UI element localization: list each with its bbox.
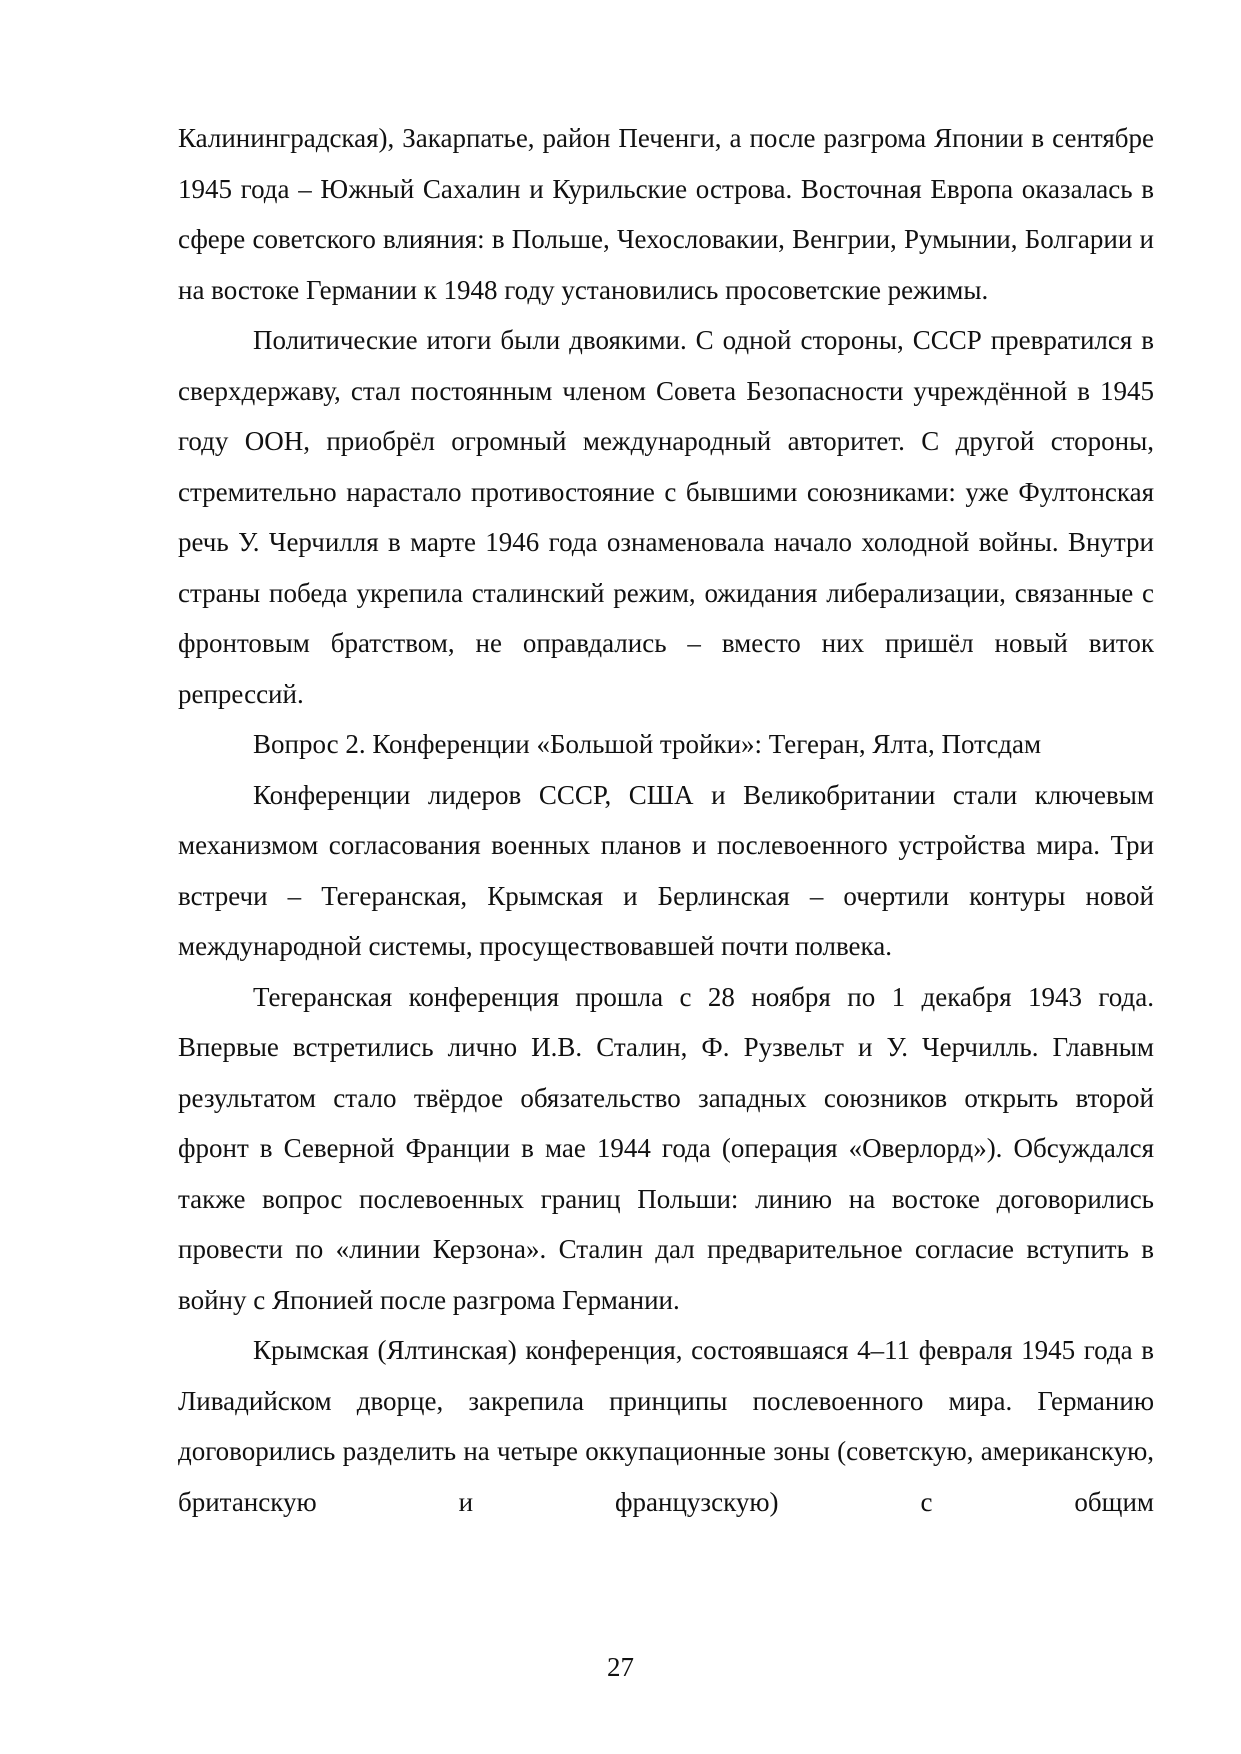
paragraph-4: Тегеранская конференция прошла с 28 ноября по 1 декабря 1943 года. Впервые встретились лично И.В. Сталин, Ф. Рузвельт и У. Черчилль. Главным результатом стало твёрдое обязательство западных союзников открыть второй фронт в Северной Франции в мае 1944 года (операция «Оверлорд»). Обсуждался также вопрос послевоенных границ Польши: линию на востоке договорились провести по «линии Керзона». Сталин дал предварительное согласие вступить в войну с Японией после разгрома Германии. (178, 981, 1154, 1315)
paragraph-3: Конференции лидеров СССР, США и Великобритании стали ключевым механизмом согласования военных планов и послевоенного устройства мира. Три встречи – Тегеранская, Крымская и Берлинская – очертили контуры новой международной системы, просуществовавшей почти полвека. (178, 779, 1154, 961)
page-body (178, 113, 1154, 1527)
paragraph-1: Калининградская), Закарпатье, район Печенги, а после разгрома Японии в сентябре 1945 года – Южный Сахалин и Курильские острова. Восточная Европа оказалась в сфере советского влияния: в Польше, Чехословакии, Венгрии, Румынии, Болгарии и на востоке Германии к 1948 году установились просоветские режимы. (178, 123, 1154, 305)
section-heading: Вопрос 2. Конференции «Большой тройки»: Тегеран, Ялта, Потсдам (253, 729, 1042, 759)
paragraph-2: Политические итоги были двоякими. С одной стороны, СССР превратился в сверхдержаву, стал постоянным членом Совета Безопасности учреждённой в 1945 году ООН, приобрёл огромный международный авторитет. С другой стороны, стремительно нарастало противостояние с бывшими союзниками: уже Фултонская речь У. Черчилля в марте 1946 года ознаменовала начало холодной войны. Внутри страны победа укрепила сталинский режим, ожидания либерализации, связанные с фронтовым братством, не оправдались – вместо них пришёл новый виток репрессий. (178, 325, 1154, 709)
page-number: 27 (607, 1652, 634, 1682)
paragraph-5: Крымская (Ялтинская) конференция, состоявшаяся 4–11 февраля 1945 года в Ливадийском дворце, закрепила принципы послевоенного мира. Германию договорились разделить на четыре оккупационные зоны (советскую, американскую, британскую и французскую) с общим (178, 1335, 1154, 1517)
